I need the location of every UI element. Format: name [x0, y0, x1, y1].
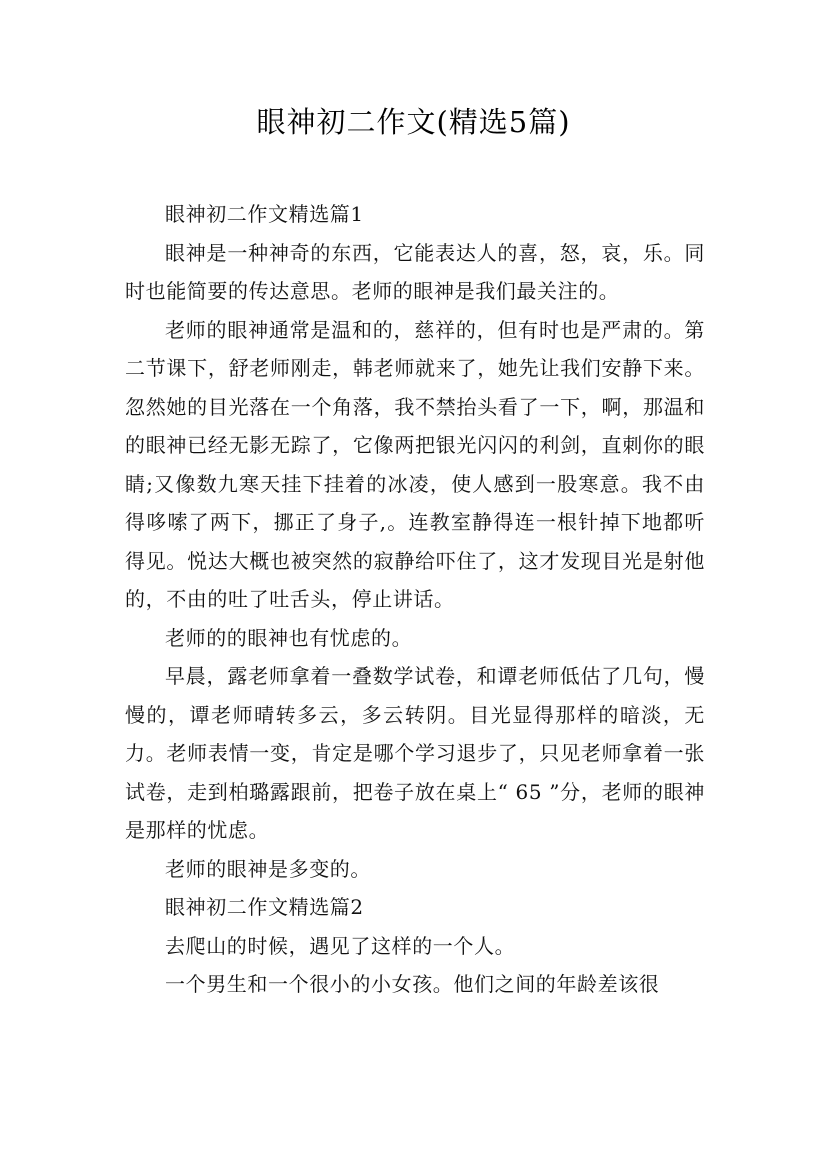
paragraph: 老师的眼神是多变的。: [165, 856, 371, 881]
paragraph: 一个男生和一个很小的小女孩。他们之间的年龄差该很: [165, 972, 660, 996]
section-heading: 眼神初二作文精选篇1: [165, 202, 364, 226]
document-title: 眼神初二作文(精选5篇): [256, 105, 571, 139]
section-heading: 眼神初二作文精选篇2: [165, 895, 364, 919]
paragraph: 去爬山的时候，遇见了这样的一个人。: [165, 933, 516, 958]
paragraph: 老师的的眼神也有忧虑的。: [165, 625, 413, 650]
paragraph: 老师的眼神通常是温和的，慈祥的，但有时也是严肃的。第二节课下，舒老师刚走，韩老师就来了，她先让我们安静下来。忽然她的目光落在一个角落，我不禁抬头看了一下，啊，那温和的眼神已经无影无踪了，它像两把银光闪闪的利剑，直刺你的眼睛;又像数九寒天挂下挂着的冰凌，使人感到一股寒意。我不由得哆嗦了两下，挪正了身子,。连教室静得连一根针掉下地都听得见。悦达大概也被突然的寂静给吓住了，这才发现目光是射他的，不由的吐了吐舌头，停止讲话。: [125, 317, 705, 611]
document-body: [125, 195, 705, 1004]
paragraph: 眼神是一种神奇的东西，它能表达人的喜，怒，哀，乐。同时也能简要的传达意思。老师的眼神是我们最关注的。: [125, 240, 705, 303]
paragraph: 早晨，露老师拿着一叠数学试卷，和谭老师低估了几句，慢慢的，谭老师晴转多云，多云转阴。目光显得那样的暗淡，无力。老师表情一变，肯定是哪个学习退步了，只见老师拿着一张试卷，走到柏璐露跟前，把卷子放在桌上“ 65 ”分，老师的眼神是那样的忧虑。: [125, 664, 705, 842]
